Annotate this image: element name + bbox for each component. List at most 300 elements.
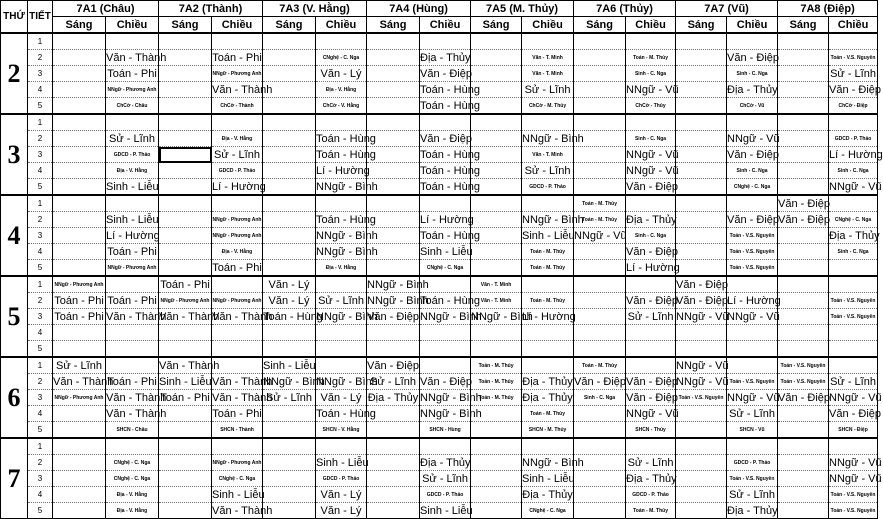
schedule-cell[interactable]: [676, 341, 727, 358]
schedule-cell[interactable]: [53, 179, 106, 196]
schedule-cell[interactable]: Văn - Điệp: [626, 375, 679, 388]
schedule-cell[interactable]: SHCN - Điệp: [829, 422, 878, 439]
schedule-cell[interactable]: [778, 33, 829, 50]
schedule-cell[interactable]: Toán - M. Thủy: [574, 357, 626, 374]
schedule-cell[interactable]: [420, 114, 471, 131]
schedule-cell[interactable]: SHCN - Hùng: [420, 422, 471, 439]
schedule-cell[interactable]: NNgữ - Phương Anh: [159, 293, 212, 309]
schedule-cell[interactable]: Sinh - Liễu: [420, 504, 473, 517]
class-header[interactable]: 7A1 (Châu): [53, 1, 159, 17]
schedule-cell[interactable]: [778, 131, 829, 147]
schedule-cell[interactable]: Văn - Thành: [106, 310, 167, 323]
schedule-cell[interactable]: [676, 228, 727, 244]
schedule-cell[interactable]: Địa - V. Hằng: [106, 503, 159, 519]
schedule-cell[interactable]: Văn - Điệp: [727, 51, 780, 64]
schedule-cell[interactable]: Toán - V.S. Nguyên: [829, 50, 878, 66]
schedule-cell[interactable]: NNgữ - Phương Anh: [212, 66, 263, 82]
schedule-cell[interactable]: [316, 195, 367, 212]
schedule-cell[interactable]: [367, 114, 420, 131]
schedule-cell[interactable]: Lí - Hường: [829, 148, 883, 161]
schedule-cell[interactable]: [778, 82, 829, 98]
afternoon-header[interactable]: Chiều: [212, 17, 263, 34]
schedule-cell[interactable]: [574, 406, 626, 422]
schedule-cell[interactable]: GDCD - P. Thảo: [727, 455, 778, 471]
schedule-cell[interactable]: [367, 503, 420, 519]
schedule-cell[interactable]: Sử - Lĩnh: [626, 309, 676, 325]
schedule-cell[interactable]: [106, 325, 159, 341]
schedule-cell[interactable]: Toán - M. Thủy: [574, 195, 626, 212]
period-cell[interactable]: 2: [28, 50, 53, 66]
schedule-cell[interactable]: Sinh - Liễu: [522, 472, 575, 485]
schedule-cell[interactable]: Sử - Lĩnh: [106, 131, 159, 147]
schedule-cell[interactable]: [420, 325, 471, 341]
schedule-cell[interactable]: Văn - Điệp: [626, 391, 679, 404]
schedule-cell[interactable]: [316, 114, 367, 131]
period-cell[interactable]: 5: [28, 98, 53, 115]
schedule-cell[interactable]: [574, 325, 626, 341]
schedule-cell[interactable]: [471, 244, 522, 260]
schedule-cell[interactable]: [574, 438, 626, 455]
schedule-cell[interactable]: [106, 276, 159, 293]
schedule-cell[interactable]: [263, 33, 316, 50]
schedule-cell[interactable]: NNgữ - Bình: [420, 407, 482, 420]
schedule-cell[interactable]: [626, 276, 676, 293]
schedule-cell[interactable]: NNgữ - Vũ: [676, 310, 729, 323]
schedule-cell[interactable]: NNgữ - Vũ: [829, 472, 882, 485]
schedule-cell[interactable]: Sinh - Liễu: [522, 229, 575, 242]
period-cell[interactable]: 3: [28, 390, 53, 406]
schedule-cell[interactable]: [574, 276, 626, 293]
schedule-cell[interactable]: [53, 341, 106, 358]
schedule-cell[interactable]: [778, 293, 829, 309]
schedule-cell[interactable]: [778, 325, 829, 341]
schedule-cell[interactable]: Toán - V.S. Nguyên: [778, 374, 829, 390]
schedule-cell[interactable]: Toán - Phi: [212, 51, 262, 64]
schedule-cell[interactable]: Văn - Điệp: [778, 213, 831, 226]
schedule-cell[interactable]: [159, 422, 212, 439]
schedule-cell[interactable]: [159, 131, 212, 147]
schedule-cell[interactable]: [574, 98, 626, 115]
day-cell[interactable]: 3: [1, 114, 28, 195]
schedule-cell[interactable]: Văn - Thành: [212, 310, 273, 323]
schedule-cell[interactable]: Toán - Hùng: [420, 148, 480, 161]
schedule-cell[interactable]: Văn - Điệp: [778, 391, 831, 404]
schedule-cell[interactable]: Sử - Lĩnh: [626, 455, 676, 471]
schedule-cell[interactable]: Địa - Thủy: [626, 472, 677, 485]
schedule-cell[interactable]: [53, 195, 106, 212]
schedule-cell[interactable]: Địa - Thủy: [522, 375, 573, 388]
schedule-cell[interactable]: [106, 33, 159, 50]
schedule-cell[interactable]: NNgữ - Vũ: [829, 179, 878, 196]
schedule-cell[interactable]: Sinh - C. Nga: [626, 66, 676, 82]
schedule-cell[interactable]: Văn - Điệp: [676, 276, 727, 293]
schedule-cell[interactable]: Toán - V.S. Nguyên: [676, 390, 727, 406]
schedule-cell[interactable]: Văn - Điệp: [367, 357, 420, 374]
schedule-cell[interactable]: [263, 422, 316, 439]
schedule-cell[interactable]: [626, 325, 676, 341]
schedule-cell[interactable]: Toán - M. Thủy: [522, 406, 574, 422]
schedule-cell[interactable]: [727, 195, 778, 212]
schedule-cell[interactable]: Toán - Hùng: [420, 229, 480, 242]
schedule-cell[interactable]: [263, 195, 316, 212]
schedule-cell[interactable]: [471, 487, 522, 503]
schedule-cell[interactable]: [727, 325, 778, 341]
schedule-cell[interactable]: [212, 276, 263, 293]
schedule-cell[interactable]: [778, 66, 829, 82]
period-cell[interactable]: 1: [28, 357, 53, 374]
schedule-cell[interactable]: [53, 406, 106, 422]
schedule-cell[interactable]: [727, 276, 778, 293]
schedule-cell[interactable]: Văn - Điệp: [676, 294, 729, 307]
schedule-cell[interactable]: [676, 244, 727, 260]
schedule-cell[interactable]: Văn - Điệp: [727, 213, 780, 226]
schedule-cell[interactable]: Sử - Lĩnh: [522, 82, 574, 98]
schedule-cell[interactable]: Địa - Thủy: [727, 504, 778, 517]
schedule-cell[interactable]: [53, 66, 106, 82]
schedule-cell[interactable]: Toán - M. Thủy: [626, 50, 676, 66]
schedule-cell[interactable]: Văn - Điệp: [727, 148, 780, 161]
schedule-cell[interactable]: Sinh - Liễu: [159, 375, 212, 388]
schedule-cell[interactable]: CNghệ - C. Nga: [727, 179, 778, 196]
schedule-cell[interactable]: SHCN - Thủy: [626, 422, 676, 439]
schedule-cell[interactable]: [53, 98, 106, 115]
schedule-cell[interactable]: Địa - Thủy: [420, 456, 471, 469]
schedule-cell[interactable]: [778, 179, 829, 196]
schedule-cell[interactable]: Địa - Thủy: [626, 213, 677, 226]
schedule-cell[interactable]: Toán - M. Thủy: [522, 244, 574, 260]
schedule-cell[interactable]: Địa - Thủy: [522, 391, 573, 404]
schedule-cell[interactable]: [212, 357, 263, 374]
schedule-cell[interactable]: Sinh - C. Nga: [829, 163, 878, 179]
period-cell[interactable]: 5: [28, 422, 53, 439]
schedule-cell[interactable]: [367, 455, 420, 471]
schedule-cell[interactable]: [574, 471, 626, 487]
schedule-cell[interactable]: [676, 195, 727, 212]
schedule-cell[interactable]: CNghệ - C. Nga: [106, 455, 159, 471]
schedule-cell[interactable]: [263, 212, 316, 228]
schedule-cell[interactable]: GDCD - P. Thảo: [626, 487, 676, 503]
schedule-cell[interactable]: [159, 147, 212, 163]
schedule-cell[interactable]: [778, 244, 829, 260]
period-cell[interactable]: 1: [28, 195, 53, 212]
schedule-cell[interactable]: Địa - V. Hằng: [212, 131, 263, 147]
schedule-cell[interactable]: NNgữ - Phương Anh: [106, 260, 159, 277]
schedule-cell[interactable]: [471, 131, 522, 147]
schedule-cell[interactable]: [676, 163, 727, 179]
schedule-cell[interactable]: Sử - Lĩnh: [367, 374, 420, 390]
schedule-cell[interactable]: [159, 66, 212, 82]
schedule-cell[interactable]: [263, 406, 316, 422]
schedule-cell[interactable]: NNgữ - Phương Anh: [53, 390, 106, 406]
schedule-cell[interactable]: Toán - Hùng: [420, 179, 471, 196]
schedule-cell[interactable]: [263, 66, 316, 82]
schedule-cell[interactable]: [159, 438, 212, 455]
day-cell[interactable]: 5: [1, 276, 28, 357]
schedule-cell[interactable]: [471, 325, 522, 341]
schedule-cell[interactable]: Địa - Thủy: [367, 391, 419, 404]
schedule-cell[interactable]: [471, 195, 522, 212]
schedule-cell[interactable]: [676, 260, 727, 277]
schedule-cell[interactable]: [53, 50, 106, 66]
schedule-cell[interactable]: [367, 195, 420, 212]
schedule-cell[interactable]: [574, 33, 626, 50]
schedule-cell[interactable]: [420, 195, 471, 212]
schedule-cell[interactable]: Toán - M. Thủy: [522, 260, 574, 277]
schedule-cell[interactable]: [367, 33, 420, 50]
schedule-cell[interactable]: SHCN - V. Hằng: [316, 422, 367, 439]
schedule-cell[interactable]: Lí - Hường: [212, 179, 263, 196]
schedule-cell[interactable]: CNghệ - C. Nga: [522, 503, 574, 519]
schedule-cell[interactable]: ChCờ - Thành: [212, 98, 263, 115]
schedule-cell[interactable]: [778, 147, 829, 163]
schedule-cell[interactable]: [574, 82, 626, 98]
schedule-cell[interactable]: Toán - Phi: [212, 407, 262, 420]
schedule-cell[interactable]: [778, 406, 829, 422]
schedule-cell[interactable]: [829, 276, 878, 293]
schedule-cell[interactable]: [574, 179, 626, 196]
schedule-cell[interactable]: NNgữ - Vũ: [829, 391, 882, 404]
schedule-cell[interactable]: [626, 357, 676, 374]
schedule-cell[interactable]: [574, 66, 626, 82]
schedule-cell[interactable]: Toán - Phi: [107, 67, 157, 80]
schedule-cell[interactable]: [471, 212, 522, 228]
schedule-cell[interactable]: NNgữ - Phương Anh: [212, 228, 263, 244]
schedule-cell[interactable]: [676, 325, 727, 341]
schedule-cell[interactable]: [471, 50, 522, 66]
schedule-cell[interactable]: NNgữ - Bình: [316, 179, 367, 196]
schedule-cell[interactable]: [420, 341, 471, 358]
schedule-cell[interactable]: CNghệ - C. Nga: [212, 471, 263, 487]
schedule-cell[interactable]: [159, 325, 212, 341]
schedule-cell[interactable]: [159, 455, 212, 471]
schedule-cell[interactable]: [367, 50, 420, 66]
schedule-cell[interactable]: ChCờ - V. Hằng: [316, 98, 367, 115]
schedule-cell[interactable]: [676, 114, 727, 131]
schedule-cell[interactable]: [471, 471, 522, 487]
schedule-cell[interactable]: Toán - M. Thủy: [471, 374, 522, 390]
schedule-cell[interactable]: [367, 260, 420, 277]
schedule-cell[interactable]: Toán - Phi: [54, 294, 104, 307]
day-cell[interactable]: 2: [1, 33, 28, 114]
schedule-cell[interactable]: [106, 357, 159, 374]
schedule-cell[interactable]: NNgữ - Bình: [316, 310, 378, 323]
schedule-cell[interactable]: Toán - V.S. Nguyên: [727, 260, 778, 277]
schedule-cell[interactable]: [159, 82, 212, 98]
schedule-cell[interactable]: SHCN - M. Thủy: [522, 422, 574, 439]
schedule-cell[interactable]: [263, 438, 316, 455]
schedule-cell[interactable]: Sử - Lĩnh: [53, 357, 106, 374]
schedule-cell[interactable]: Văn - Điệp: [626, 179, 676, 196]
class-header[interactable]: 7A2 (Thành): [159, 1, 263, 17]
schedule-cell[interactable]: Địa - V. Hằng: [106, 487, 159, 503]
morning-header[interactable]: Sáng: [159, 17, 212, 34]
morning-header[interactable]: Sáng: [471, 17, 522, 34]
period-cell[interactable]: 3: [28, 147, 53, 163]
schedule-cell[interactable]: [626, 195, 676, 212]
schedule-cell[interactable]: [522, 341, 574, 358]
period-cell[interactable]: 5: [28, 341, 53, 358]
morning-header[interactable]: Sáng: [263, 17, 316, 34]
schedule-cell[interactable]: [263, 114, 316, 131]
schedule-cell[interactable]: Toán - Hùng: [420, 83, 480, 96]
schedule-cell[interactable]: Sử - Lĩnh: [316, 293, 367, 309]
class-header[interactable]: 7A3 (V. Hằng): [263, 1, 367, 17]
schedule-cell[interactable]: Văn - Điệp: [574, 375, 627, 388]
schedule-cell[interactable]: NNgữ - Bình: [316, 229, 378, 242]
period-cell[interactable]: 1: [28, 276, 53, 293]
schedule-cell[interactable]: [676, 455, 727, 471]
schedule-cell[interactable]: Văn - Điệp: [420, 132, 472, 145]
schedule-cell[interactable]: [829, 438, 878, 455]
schedule-cell[interactable]: NNgữ - Phương Anh: [212, 212, 263, 228]
schedule-cell[interactable]: [574, 163, 626, 179]
schedule-cell[interactable]: [367, 487, 420, 503]
schedule-cell[interactable]: Toán - M. Thủy: [626, 503, 676, 519]
schedule-cell[interactable]: [778, 50, 829, 66]
schedule-cell[interactable]: Toán - Phi: [107, 294, 157, 307]
schedule-cell[interactable]: [574, 244, 626, 260]
schedule-cell[interactable]: [626, 341, 676, 358]
schedule-cell[interactable]: [263, 325, 316, 341]
day-column-header[interactable]: THỨ: [1, 1, 28, 34]
period-cell[interactable]: 2: [28, 293, 53, 309]
schedule-cell[interactable]: Văn - Thành: [106, 407, 167, 420]
schedule-cell[interactable]: NNgữ - Vũ: [626, 148, 679, 161]
schedule-cell[interactable]: CNghệ - C. Nga: [420, 260, 471, 277]
schedule-cell[interactable]: Văn - Điệp: [420, 67, 472, 80]
schedule-cell[interactable]: ChCờ - M. Thủy: [522, 98, 574, 115]
schedule-cell[interactable]: [574, 50, 626, 66]
schedule-cell[interactable]: NNgữ - Vũ: [626, 407, 679, 420]
schedule-cell[interactable]: [727, 357, 778, 374]
schedule-cell[interactable]: [263, 163, 316, 179]
schedule-cell[interactable]: Văn - Thành: [212, 391, 273, 404]
schedule-cell[interactable]: Văn - Thành: [212, 504, 273, 517]
schedule-cell[interactable]: [53, 422, 106, 439]
schedule-cell[interactable]: [471, 422, 522, 439]
schedule-cell[interactable]: [522, 276, 574, 293]
schedule-cell[interactable]: Sinh - C. Nga: [626, 131, 676, 147]
schedule-cell[interactable]: [522, 114, 574, 131]
schedule-cell[interactable]: [676, 422, 727, 439]
schedule-cell[interactable]: Sinh - C. Nga: [829, 244, 878, 260]
schedule-cell[interactable]: [159, 503, 212, 519]
schedule-cell[interactable]: [626, 114, 676, 131]
afternoon-header[interactable]: Chiều: [626, 17, 676, 34]
schedule-cell[interactable]: Văn - Thành: [53, 375, 114, 388]
schedule-cell[interactable]: [676, 33, 727, 50]
schedule-cell[interactable]: [53, 260, 106, 277]
class-header[interactable]: 7A4 (Hùng): [367, 1, 471, 17]
schedule-cell[interactable]: [420, 357, 471, 374]
schedule-cell[interactable]: GDCD - P. Thảo: [522, 179, 574, 196]
schedule-cell[interactable]: NNgữ - Bình: [420, 391, 482, 404]
schedule-cell[interactable]: Sinh - C. Nga: [727, 66, 778, 82]
schedule-cell[interactable]: NNgữ - Vũ: [626, 83, 679, 96]
schedule-cell[interactable]: [159, 487, 212, 503]
schedule-cell[interactable]: Sinh - C. Nga: [727, 163, 778, 179]
schedule-cell[interactable]: [676, 487, 727, 503]
period-cell[interactable]: 4: [28, 82, 53, 98]
schedule-cell[interactable]: Sinh - Liễu: [212, 488, 265, 501]
schedule-cell[interactable]: Địa - Thủy: [829, 229, 880, 242]
schedule-cell[interactable]: NNgữ - Vũ: [727, 310, 780, 323]
schedule-cell[interactable]: [522, 33, 574, 50]
schedule-cell[interactable]: GDCD - P. Thảo: [420, 487, 471, 503]
schedule-cell[interactable]: ChCờ - Thủy: [626, 98, 676, 115]
schedule-cell[interactable]: [53, 82, 106, 98]
schedule-cell[interactable]: [829, 260, 878, 277]
schedule-cell[interactable]: Toán - V.S. Nguyên: [727, 374, 778, 390]
schedule-cell[interactable]: Toán - Hùng: [420, 98, 471, 115]
schedule-cell[interactable]: Sinh - Liễu: [106, 179, 159, 196]
morning-header[interactable]: Sáng: [574, 17, 626, 34]
schedule-cell[interactable]: [53, 503, 106, 519]
schedule-cell[interactable]: [263, 98, 316, 115]
schedule-cell[interactable]: Toán - Hùng: [316, 132, 376, 145]
schedule-cell[interactable]: Văn - Lý: [263, 276, 316, 293]
schedule-cell[interactable]: Toán - V.S. Nguyên: [727, 228, 778, 244]
schedule-cell[interactable]: NNgữ - Bình: [522, 132, 584, 145]
schedule-cell[interactable]: [522, 325, 574, 341]
schedule-cell[interactable]: Sinh - Liễu: [316, 456, 369, 469]
day-cell[interactable]: 7: [1, 438, 28, 519]
schedule-cell[interactable]: [778, 309, 829, 325]
schedule-cell[interactable]: [778, 471, 829, 487]
schedule-cell[interactable]: SHCN - Thành: [212, 422, 263, 439]
schedule-cell[interactable]: [263, 487, 316, 503]
schedule-cell[interactable]: NNgữ - Vũ: [727, 132, 780, 145]
schedule-cell[interactable]: Văn - Lý: [316, 487, 367, 503]
schedule-cell[interactable]: [676, 98, 727, 115]
schedule-cell[interactable]: Lí - Hường: [626, 260, 676, 277]
schedule-cell[interactable]: [676, 503, 727, 519]
schedule-cell[interactable]: [316, 325, 367, 341]
schedule-cell[interactable]: Toán - Phi: [107, 245, 157, 258]
schedule-cell[interactable]: [829, 325, 878, 341]
schedule-cell[interactable]: NNgữ - Bình: [522, 213, 584, 226]
schedule-cell[interactable]: [367, 471, 420, 487]
schedule-cell[interactable]: Văn - Điệp: [367, 310, 419, 323]
schedule-cell[interactable]: [263, 179, 316, 196]
schedule-cell[interactable]: Lí - Hường: [316, 164, 370, 177]
schedule-cell[interactable]: NNgữ - Bình: [263, 375, 325, 388]
schedule-cell[interactable]: Văn - Điệp: [626, 294, 679, 307]
schedule-cell[interactable]: [263, 260, 316, 277]
schedule-cell[interactable]: [159, 195, 212, 212]
schedule-cell[interactable]: NNgữ - Phương Anh: [212, 455, 263, 471]
schedule-cell[interactable]: NNgữ - Bình: [367, 294, 429, 307]
schedule-cell[interactable]: Sử - Lĩnh: [522, 163, 574, 179]
schedule-cell[interactable]: Toán - Hùng: [420, 294, 480, 307]
schedule-cell[interactable]: [829, 341, 878, 358]
schedule-cell[interactable]: NNgữ - Bình: [522, 456, 584, 469]
schedule-cell[interactable]: [159, 114, 212, 131]
schedule-cell[interactable]: Sử - Lĩnh: [263, 390, 316, 406]
schedule-cell[interactable]: [263, 455, 316, 471]
schedule-cell[interactable]: [316, 33, 367, 50]
schedule-cell[interactable]: [778, 503, 829, 519]
schedule-cell[interactable]: [522, 195, 574, 212]
schedule-cell[interactable]: [727, 33, 778, 50]
schedule-cell[interactable]: Lí - Hường: [522, 310, 576, 323]
schedule-cell[interactable]: [159, 179, 212, 196]
schedule-cell[interactable]: NNgữ - Bình: [367, 276, 420, 293]
schedule-cell[interactable]: Toán - Phi: [54, 310, 104, 323]
schedule-cell[interactable]: Toán - Phi: [212, 260, 263, 277]
schedule-cell[interactable]: [316, 341, 367, 358]
schedule-cell[interactable]: Sử - Lĩnh: [420, 471, 471, 487]
